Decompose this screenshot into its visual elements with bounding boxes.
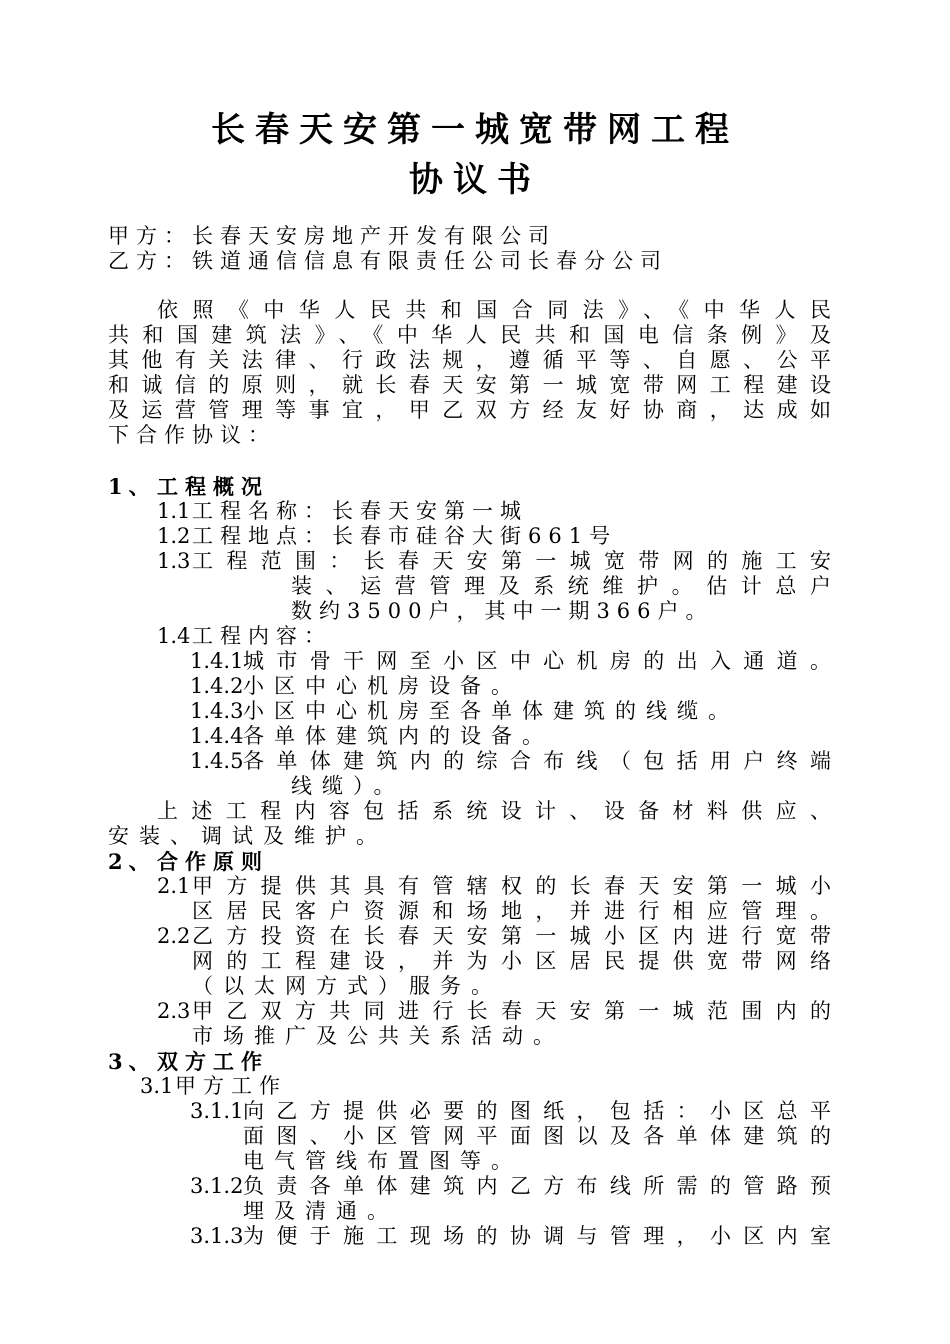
party-a: 甲方：长春天安房地产开发有限公司: [108, 224, 556, 248]
section-1-summary: 上述工程内容包括系统设计、设备材料供应、: [157, 799, 831, 823]
item-2-3: 甲乙双方共同进行长春天安第一城范围内的: [192, 999, 831, 1023]
item-1-3: 工程范围：长春天安第一城宽带网的施工安: [192, 549, 831, 573]
intro-line: 和诚信的原则，就长春天安第一城宽带网工程建设: [108, 373, 831, 397]
item-2-2-cont: 网的工程建设，并为小区居民提供宽带网络: [192, 949, 831, 973]
item-1-4-2: 小区中心机房设备。: [243, 674, 522, 698]
item-1-4: 工程内容：: [192, 624, 332, 648]
item-number: 3.1.2: [190, 1174, 244, 1198]
section-2-heading: 合作原则: [157, 849, 269, 874]
item-1-4-3: 小区中心机房至各单体建筑的线缆。: [243, 699, 739, 723]
intro-line: 其他有关法律、行政法规，遵循平等、自愿、公平: [108, 348, 831, 372]
item-number: 1.4.2: [190, 674, 244, 698]
item-3-1: 甲方工作: [175, 1074, 287, 1098]
item-number: 1.2: [157, 524, 191, 548]
document-title-line2: 协议书: [409, 160, 541, 200]
item-number: 2.3: [157, 999, 191, 1023]
item-3-1-2-cont: 埋及清通。: [243, 1199, 398, 1223]
item-number: 3.1.1: [190, 1099, 244, 1123]
item-3-1-1: 向乙方提供必要的图纸，包括：小区总平: [243, 1099, 831, 1123]
item-1-3-cont: 数约3500户，其中一期366户。: [291, 599, 714, 623]
section-1-heading: 工程概况: [157, 474, 269, 499]
item-1-4-4: 各单体建筑内的设备。: [243, 724, 553, 748]
section-3-heading: 双方工作: [157, 1049, 269, 1074]
item-1-4-5: 各单体建筑内的综合布线（包括用户终端: [243, 749, 831, 773]
item-number: 1.4.4: [190, 724, 244, 748]
section-1-number: 1、: [108, 474, 156, 499]
item-1-4-5-cont: 线缆）。: [291, 774, 405, 798]
item-3-1-1-cont: 面图、小区管网平面图以及各单体建筑的: [243, 1124, 831, 1148]
section-1-summary-cont: 安装、调试及维护。: [108, 824, 387, 848]
section-2-number: 2、: [108, 849, 156, 874]
item-1-1: 工程名称：长春天安第一城: [192, 499, 528, 523]
section-3-number: 3、: [108, 1049, 156, 1074]
item-number: 1.4.3: [190, 699, 244, 723]
item-number: 3.1.3: [190, 1224, 244, 1248]
item-number: 1.3: [157, 549, 191, 573]
item-number: 1.1: [157, 499, 191, 523]
intro-line: 依照《中华人民共和国合同法》、《中华人民: [157, 298, 831, 322]
item-number: 2.2: [157, 924, 191, 948]
document-title-line1: 长春天安第一城宽带网工程: [211, 110, 739, 150]
item-number: 2.1: [157, 874, 191, 898]
item-2-2-cont: （以太网方式）服务。: [192, 974, 502, 998]
intro-line: 共和国建筑法》、《中华人民共和国电信条例》及: [108, 323, 831, 347]
item-number: 3.1: [140, 1074, 174, 1098]
item-3-1-1-cont: 电气管线布置图等。: [243, 1149, 522, 1173]
item-number: 1.4: [157, 624, 191, 648]
item-2-2: 乙方投资在长春天安第一城小区内进行宽带: [192, 924, 831, 948]
intro-line: 及运营管理等事宜，甲乙双方经友好协商，达成如: [108, 398, 831, 422]
item-1-4-1: 城市骨干网至小区中心机房的出入通道。: [243, 649, 831, 673]
party-b: 乙方：铁道通信信息有限责任公司长春分公司: [108, 249, 668, 273]
item-number: 1.4.1: [190, 649, 244, 673]
item-3-1-3: 为便于施工现场的协调与管理，小区内室: [243, 1224, 831, 1248]
item-1-3-cont: 装、运营管理及系统维护。估计总户: [291, 574, 831, 598]
item-2-1-cont: 区居民客户资源和场地，并进行相应管理。: [192, 899, 831, 923]
item-3-1-2: 负责各单体建筑内乙方布线所需的管路预: [243, 1174, 831, 1198]
item-number: 1.4.5: [190, 749, 244, 773]
intro-line: 下合作协议：: [108, 423, 276, 447]
item-2-3-cont: 市场推广及公共关系活动。: [192, 1024, 564, 1048]
item-1-2: 工程地点：长春市硅谷大街661号: [192, 524, 618, 548]
item-2-1: 甲方提供其具有管辖权的长春天安第一城小: [192, 874, 831, 898]
